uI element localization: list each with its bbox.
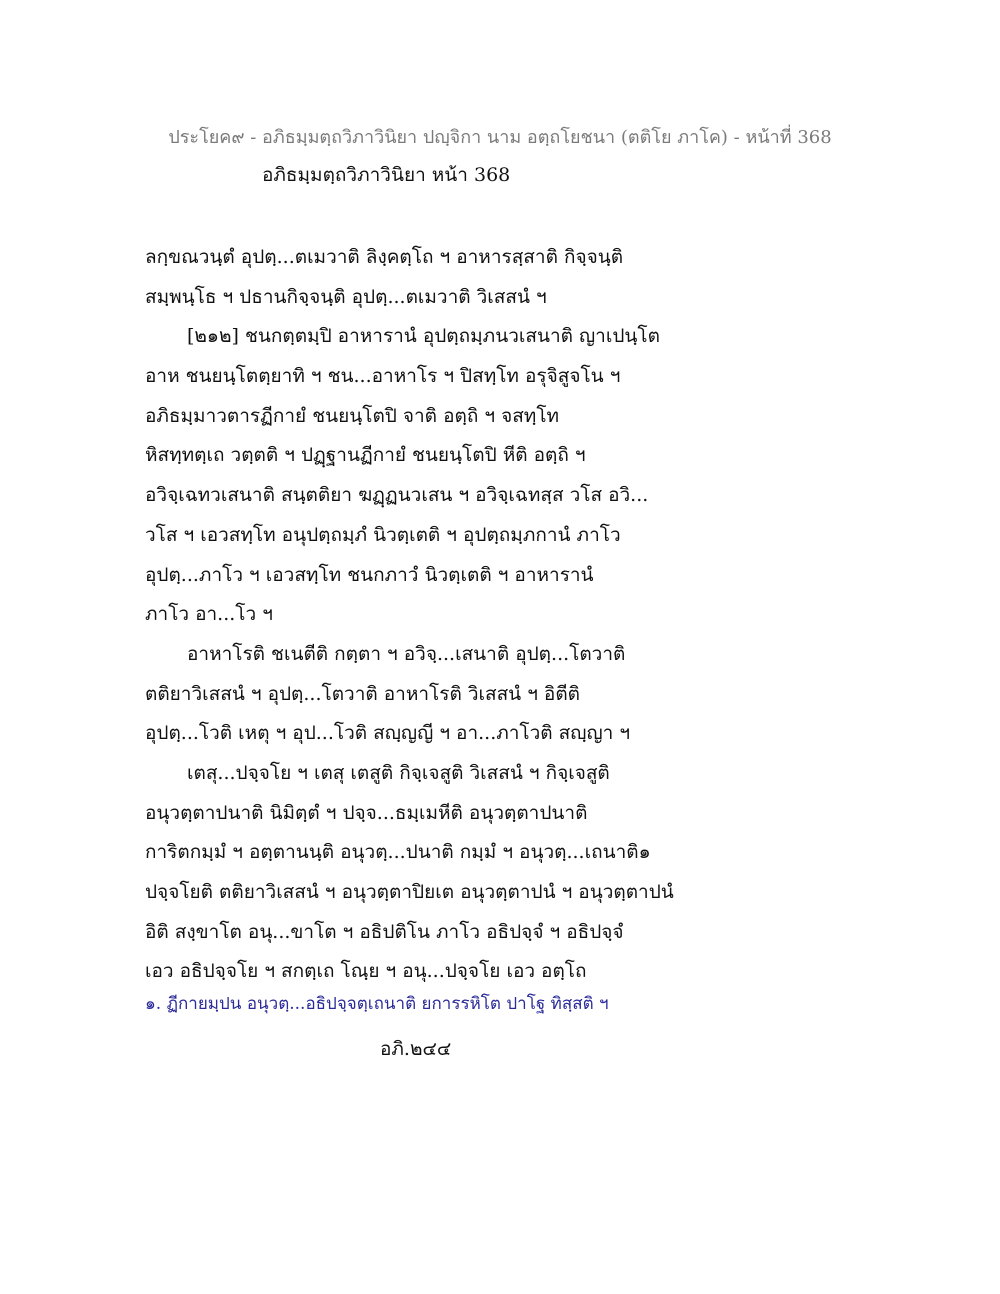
text-line: อุปตฺ...โวติ เหตุ ฯ อุป...โวติ สญฺญญี ฯ อา...ภาโวติ สญฺญา ฯ xyxy=(145,722,631,745)
text-line: วโส ฯ เอวสทฺโท อนุปตฺถมฺภํ นิวตฺเตติ ฯ อุปตฺถมฺภกานํ ภาโว xyxy=(145,523,621,546)
text-line-paragraph-start: เตสุ...ปจฺจโย ฯ เตสุ เตสูติ กิจฺเจสูติ วิเสสนํ ฯ กิจฺเจสูติ xyxy=(187,761,610,784)
text-line: ภาโว อา...โว ฯ xyxy=(145,603,273,626)
text-line: การิตกมฺมํ ฯ อตฺตานนฺติ อนุวตฺ...ปนาติ กมฺมํ ฯ อนุวตฺ...เถนาติ๑ xyxy=(145,841,651,864)
text-line-paragraph-start: อาหาโรติ ชเนตีติ กตฺตา ฯ อวิจฺ...เสนาติ อุปตฺ...โตวาติ xyxy=(187,642,626,665)
text-line: อวิจฺเฉทวเสนาติ สนฺตติยา ฆฏฺฏนวเสน ฯ อวิจฺเฉทสฺส วโส อวิ... xyxy=(145,484,649,507)
text-line: อาห ชนยนฺโตตฺยาทิ ฯ ชน...อาหาโร ฯ ปิสทฺโท อรุจิสูจโน ฯ xyxy=(145,365,621,388)
footnote: ๑. ฏีกายมฺปน อนุวตฺ...อธิปจฺจตฺเถนาติ ยการรหิโต ปาโฐ ทิสฺสติ ฯ xyxy=(145,994,609,1014)
page-heading: อภิธมฺมตฺถวิภาวินิยา หน้า 368 xyxy=(262,164,511,186)
text-line-paragraph-start: [๒๑๒] ชนกตฺตมฺปิ อาหารานํ อุปตฺถมฺภนวเสนาติ ญาเปนฺโต xyxy=(187,325,660,348)
text-line: ปจฺจโยติ ตติยาวิเสสนํ ฯ อนุวตฺตาปิยเต อนุวตฺตาปนํ ฯ อนุวตฺตาปนํ xyxy=(145,881,674,903)
text-line: อภิธมฺมาวตารฏีกายํ ชนยนฺโตปิ จาติ อตฺถิ ฯ จสทฺโท xyxy=(145,404,560,427)
running-title: ประโยค๙ - อภิธมฺมตฺถวิภาวินิยา ปญฺจิกา นาม อตฺถโยชนา (ตติโย ภาโค) - หน้าที่ 368 xyxy=(168,127,832,148)
text-line: อนุวตฺตาปนาติ นิมิตฺตํ ฯ ปจฺจ...ธมฺเมหีติ อนุวตฺตาปนาติ xyxy=(145,801,588,824)
text-line: ตติยาวิเสสนํ ฯ อุปตฺ...โตวาติ อาหาโรติ วิเสสนํ ฯ อิตีติ xyxy=(145,682,581,705)
text-line: เอว อธิปจฺจโย ฯ สกตฺเถ โณฺย ฯ อนุ...ปจฺจโย เอว อตฺโถ xyxy=(145,960,587,983)
text-line: ลกฺขณวนฺตํ อุปตฺ...ตเมวาติ ลิงฺคตฺโถ ฯ อาหารสฺสาติ กิจฺจนฺติ xyxy=(145,246,624,268)
text-line: หิสทฺทตฺเถ วตฺตติ ฯ ปฏฺฐานฏีกายํ ชนยนฺโตปิ หีติ อตฺถิ ฯ xyxy=(145,444,586,467)
text-line: สมฺพนฺโธ ฯ ปธานกิจฺจนฺติ อุปตฺ...ตเมวาติ วิเสสนํ ฯ xyxy=(145,285,547,308)
page-reference: อภิ.๒๔๔ xyxy=(380,1038,452,1060)
text-line: อุปตฺ...ภาโว ฯ เอวสทฺโท ชนกภาวํ นิวตฺเตติ ฯ อาหารานํ xyxy=(145,563,594,586)
text-line: อิติ สงฺขาโต อนุ...ขาโต ฯ อธิปติโน ภาโว อธิปจฺจํ ฯ อธิปจฺจํ xyxy=(145,920,624,943)
running-header xyxy=(0,122,1000,151)
body-text xyxy=(145,238,705,992)
